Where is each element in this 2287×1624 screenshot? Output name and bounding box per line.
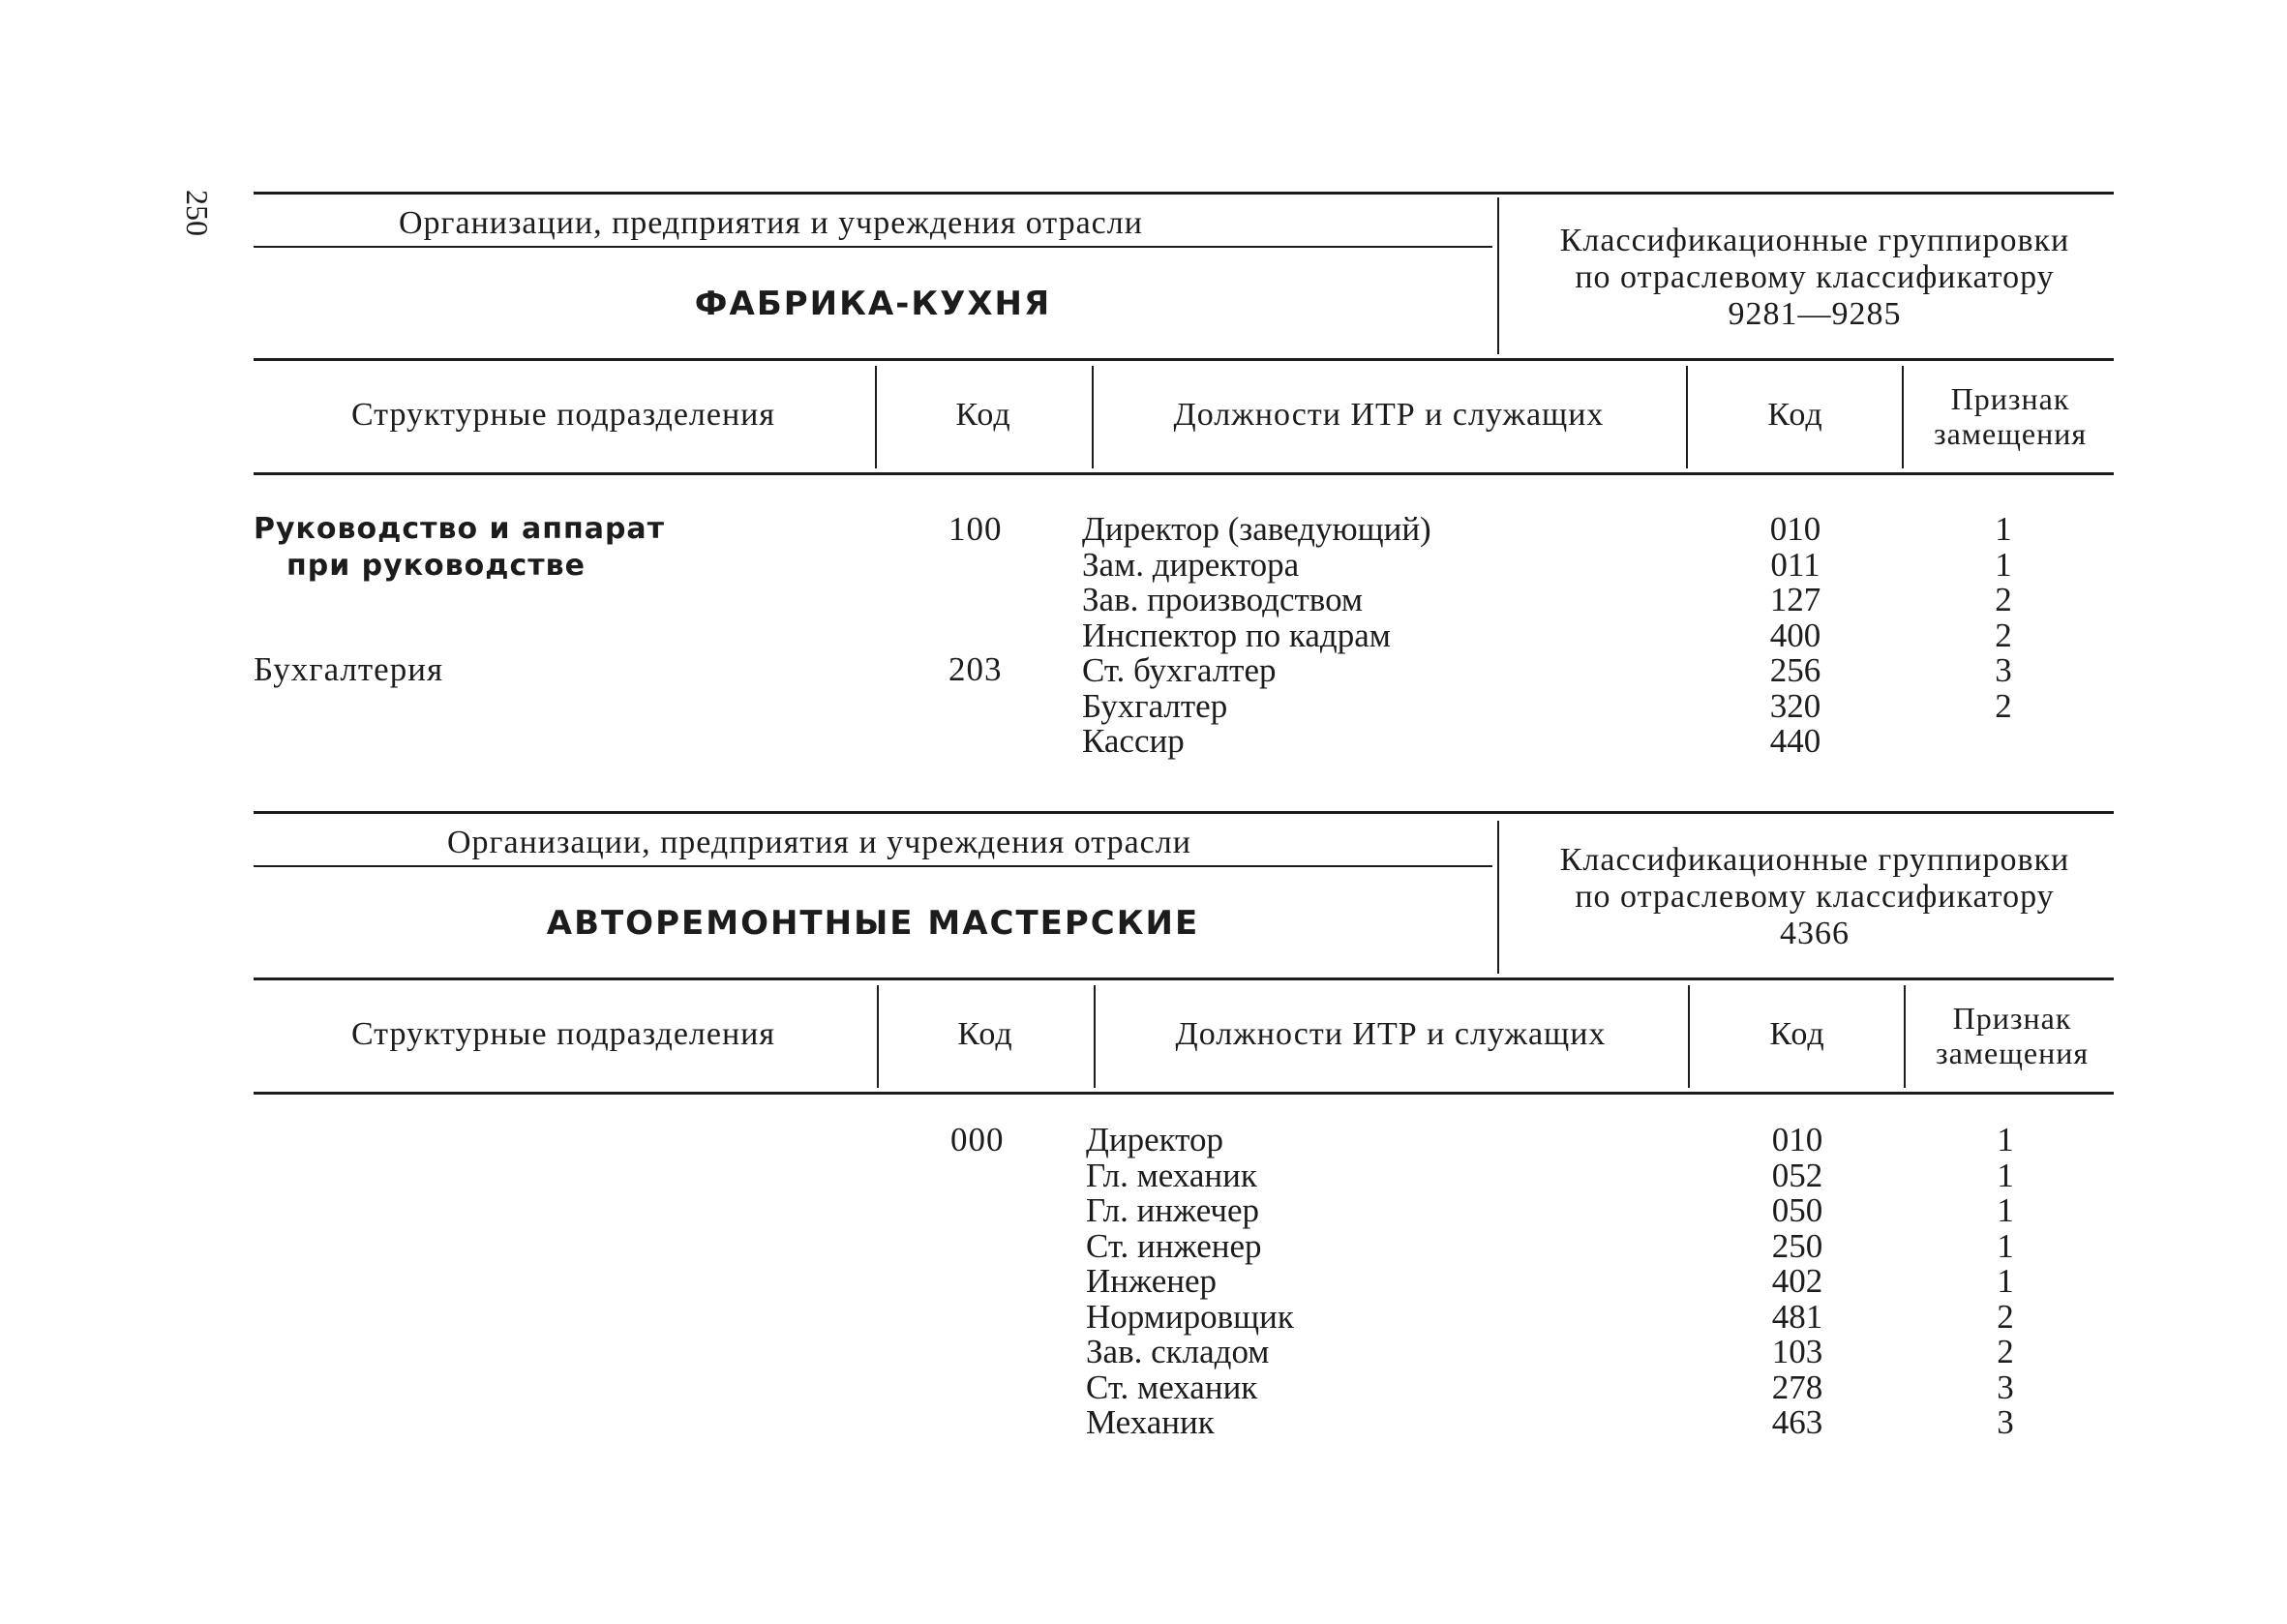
rule-top xyxy=(254,192,2114,195)
classif-code: 9281—9285 xyxy=(1728,296,1902,332)
position-sign: 1 xyxy=(1995,545,2012,584)
org-label: Организации, предприятия и учреждения отрасли xyxy=(399,205,1143,241)
col-code2: Код xyxy=(1769,1016,1825,1052)
position-code: 256 xyxy=(1769,651,1821,689)
position-title: Механик xyxy=(1086,1403,1215,1441)
position-code: 402 xyxy=(1771,1262,1823,1300)
position-sign: 2 xyxy=(1995,581,2012,618)
col-code1: Код xyxy=(955,397,1011,433)
rule-header-bottom xyxy=(254,472,2114,475)
position-title: Зав. производством xyxy=(1082,581,1364,618)
position-title: Гл. инжечер xyxy=(1086,1191,1260,1229)
col-sign-line2: замещения xyxy=(1935,1036,2090,1070)
position-code: 278 xyxy=(1771,1368,1823,1406)
position-code: 050 xyxy=(1771,1191,1823,1229)
positions-list xyxy=(1082,512,1431,760)
position-signs xyxy=(1947,1123,2063,1441)
position-signs xyxy=(1945,512,2061,760)
position-code: 463 xyxy=(1771,1403,1823,1441)
position-sign xyxy=(1945,724,2061,760)
classif-line2: по отраслевому классификатору xyxy=(1575,259,2055,295)
classif-line2: по отраслевому классификатору xyxy=(1575,879,2055,915)
department-name: Бухгалтерия xyxy=(254,650,444,688)
col-sign-line1: Признак xyxy=(1952,1001,2072,1036)
org-label: Организации, предприятия и учреждения отрасли xyxy=(447,825,1191,860)
col-sign-line2: замещения xyxy=(1933,416,2088,451)
rule-top xyxy=(254,811,2114,814)
divider-vertical xyxy=(1497,197,1499,354)
position-sign: 1 xyxy=(1997,1226,2014,1265)
position-code: 320 xyxy=(1769,686,1821,725)
col-subdivisions: Структурные подразделения xyxy=(350,397,776,433)
position-codes xyxy=(1744,1123,1851,1441)
positions-list xyxy=(1086,1123,1294,1441)
position-title: Кассир xyxy=(1082,722,1185,760)
rule-under-org xyxy=(254,246,1492,248)
position-code: 440 xyxy=(1769,722,1821,760)
position-sign: 1 xyxy=(1997,1262,2014,1300)
department-name: при руководстве xyxy=(286,549,586,583)
col-positions: Должности ИТР и служащих xyxy=(1173,397,1605,433)
position-title: Инспектор по кадрам xyxy=(1082,616,1391,654)
position-code: 481 xyxy=(1771,1297,1823,1336)
section-title: АВТОРЕМОНТНЫЕ МАСТЕРСКИЕ xyxy=(546,904,1200,943)
classif-code: 4366 xyxy=(1780,916,1850,951)
col-code2: Код xyxy=(1767,397,1823,433)
page-number: 250 xyxy=(180,190,215,236)
classif-box xyxy=(1510,842,2120,952)
position-sign: 3 xyxy=(1995,651,2012,689)
classif-line1: Классификационные группировки xyxy=(1559,223,2070,258)
position-code: 400 xyxy=(1769,616,1821,654)
position-code: 011 xyxy=(1770,545,1821,584)
col-sign xyxy=(1904,381,2117,451)
position-code: 103 xyxy=(1771,1333,1823,1370)
position-title: Директор xyxy=(1086,1121,1224,1158)
col-sign-line1: Признак xyxy=(1950,381,2070,416)
position-title: Нормировщик xyxy=(1086,1297,1294,1336)
position-sign: 1 xyxy=(1997,1121,2014,1158)
position-sign: 1 xyxy=(1997,1156,2014,1194)
col-positions: Должности ИТР и служащих xyxy=(1175,1016,1607,1052)
department-name: Руководство и аппарат xyxy=(254,512,666,546)
position-title: Зам. директора xyxy=(1082,545,1300,584)
position-code: 052 xyxy=(1771,1156,1823,1194)
classif-line1: Классификационные группировки xyxy=(1559,842,2070,878)
rule-header-bottom xyxy=(254,1092,2114,1095)
classif-box xyxy=(1510,223,2120,333)
position-sign: 1 xyxy=(1997,1191,2014,1229)
position-title: Бухгалтер xyxy=(1082,686,1228,725)
position-sign: 2 xyxy=(1997,1333,2014,1370)
position-title: Ст. инженер xyxy=(1086,1226,1262,1265)
position-title: Гл. механик xyxy=(1086,1156,1257,1194)
col-code1: Код xyxy=(957,1016,1013,1052)
position-sign: 3 xyxy=(1997,1368,2014,1406)
position-title: Директор (заведующий) xyxy=(1082,510,1431,548)
position-sign: 3 xyxy=(1997,1403,2014,1441)
position-sign: 2 xyxy=(1995,616,2012,654)
position-sign: 2 xyxy=(1997,1297,2014,1336)
position-title: Инженер xyxy=(1086,1262,1218,1300)
position-code: 250 xyxy=(1771,1226,1823,1265)
position-title: Ст. механик xyxy=(1086,1368,1258,1406)
col-sign xyxy=(1906,1001,2119,1070)
position-title: Ст. бухгалтер xyxy=(1082,651,1277,689)
department-code: 000 xyxy=(950,1121,1005,1158)
col-subdivisions: Структурные подразделения xyxy=(350,1016,776,1052)
position-sign: 2 xyxy=(1995,686,2012,725)
divider-vertical xyxy=(1497,821,1499,974)
position-code: 010 xyxy=(1771,1121,1823,1158)
position-title: Зав. складом xyxy=(1086,1333,1270,1370)
position-code: 127 xyxy=(1769,581,1821,618)
position-code: 010 xyxy=(1769,510,1821,548)
rule-table-top xyxy=(254,977,2114,980)
rule-under-org xyxy=(254,865,1492,867)
rule-table-top xyxy=(254,358,2114,361)
position-sign: 1 xyxy=(1995,510,2012,548)
department-code: 100 xyxy=(948,510,1003,548)
department-code: 203 xyxy=(948,650,1003,688)
position-codes xyxy=(1742,512,1849,760)
section-title: ФАБРИКА-КУХНЯ xyxy=(694,285,1052,323)
